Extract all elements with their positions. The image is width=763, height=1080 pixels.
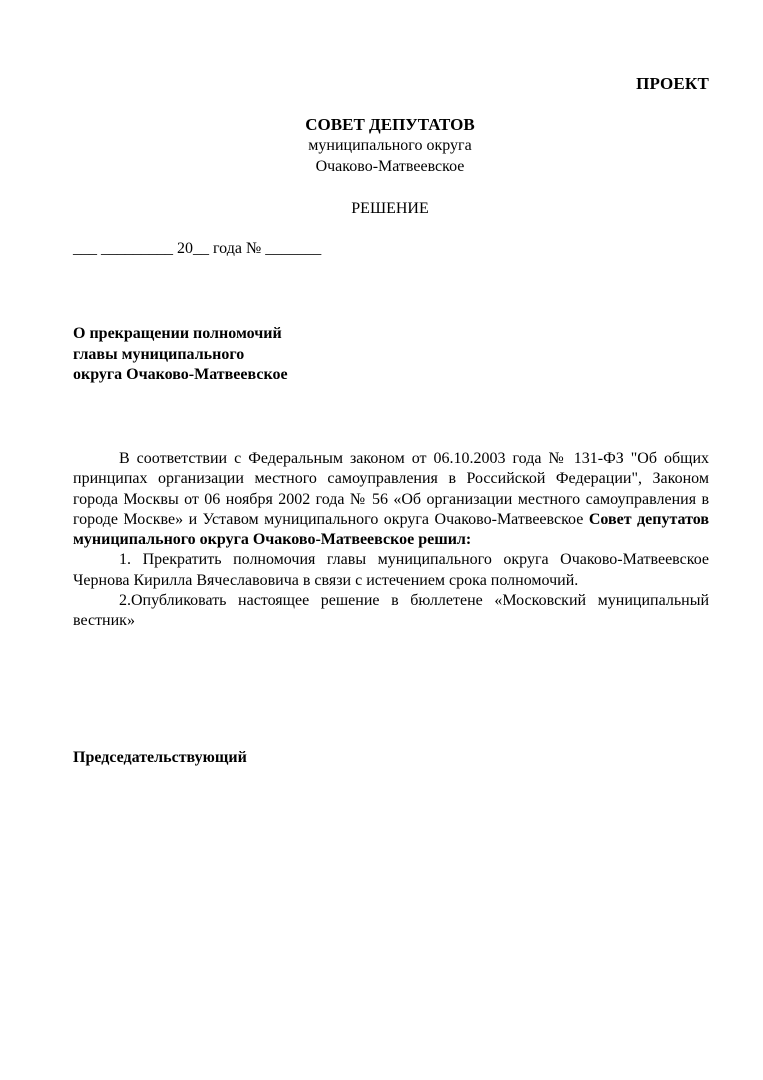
decision-subject bbox=[73, 324, 288, 386]
document-type-title: РЕШЕНИЕ bbox=[351, 200, 429, 217]
decision-body bbox=[73, 449, 709, 632]
municipality-name: Очаково-Матвеевское bbox=[315, 158, 465, 175]
decision-item-2: 2.Опубликовать настоящее решение в бюллетене «Московский муниципальный вестник» bbox=[73, 592, 709, 630]
signature-title: Председательствующий bbox=[73, 749, 247, 766]
preamble-paragraph bbox=[73, 449, 709, 550]
preamble-resolution: Совет депутатов муниципального округа Очаково-Матвеевское решил: bbox=[73, 510, 709, 549]
subject-line-1: О прекращении полномочий bbox=[73, 325, 282, 342]
preamble-text: В соответствии с Федеральным законом от 06.10.2003 года № 131-ФЗ "Об общих принципах организации местного самоуправления в Российской Федерации", Законом города Москвы от 06 ноября 2002 года № 56 «Об организации местного самоуправления в городе Москве» и Уставом муниципального округа Очаково-Матвеевское bbox=[73, 450, 709, 528]
municipality-type: муниципального округа bbox=[308, 137, 472, 154]
subject-line-3: округа Очаково-Матвеевское bbox=[73, 366, 288, 383]
draft-stamp: ПРОЕКТ bbox=[636, 74, 709, 93]
subject-line-2: главы муниципального bbox=[73, 345, 245, 363]
date-number-line: ___ _________ 20__ года № _______ bbox=[73, 240, 322, 257]
document-header bbox=[0, 114, 763, 177]
council-name: СОВЕТ ДЕПУТАТОВ bbox=[305, 115, 475, 134]
decision-item-1: 1. Прекратить полномочия главы муниципального округа Очаково-Матвеевское Чернова Кирилла Вячеславовича в связи с истечением срока полномочий. bbox=[73, 551, 709, 589]
